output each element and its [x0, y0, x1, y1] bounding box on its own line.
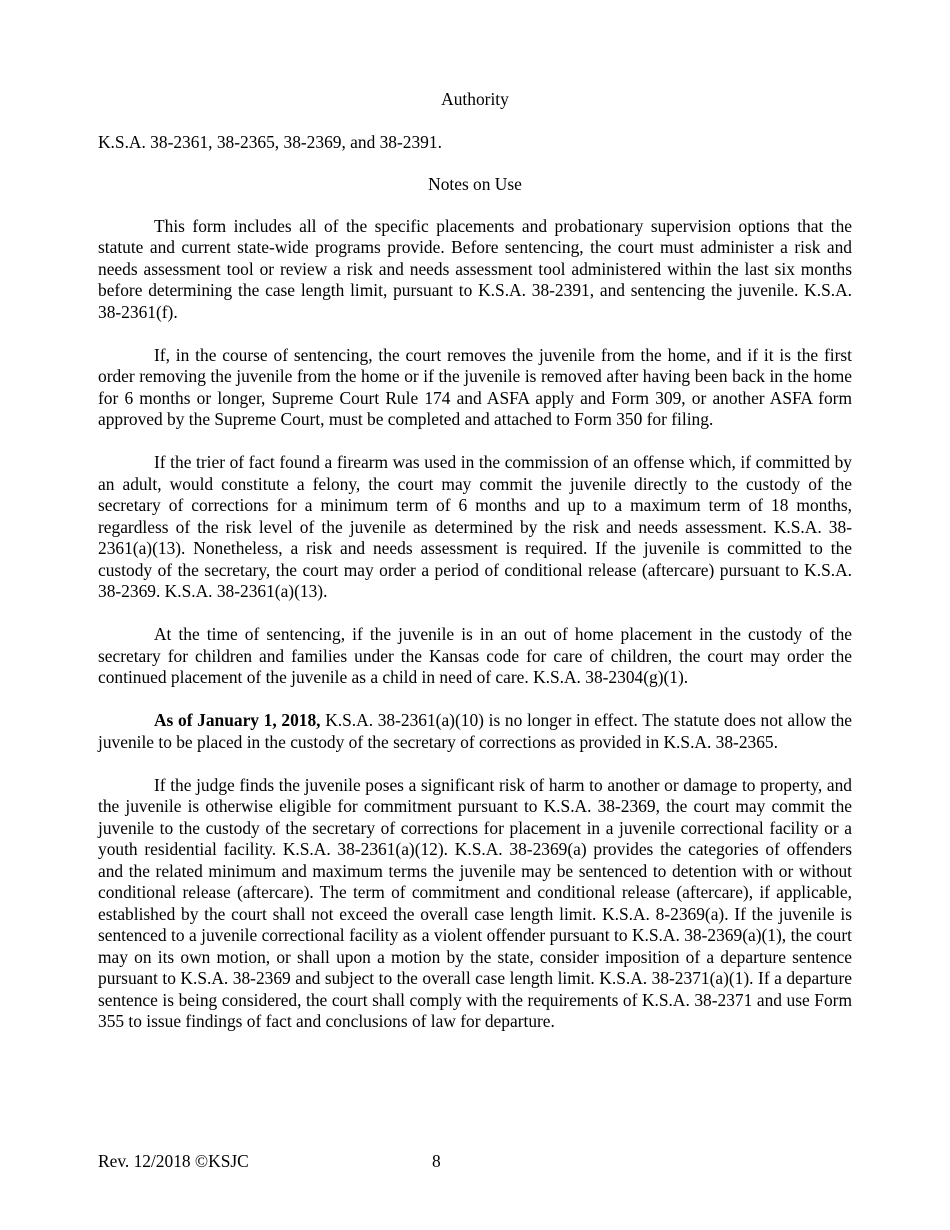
authority-citation: K.S.A. 38-2361, 38-2365, 38-2369, and 38-2391.	[98, 131, 442, 152]
notes-paragraph-commitment: If the judge finds the juvenile poses a significant risk of harm to another or damage to property, and the juvenile is otherwise eligible for commitment pursuant to K.S.A. 38-2369, the court may commit the juvenile to the custody of the secretary of corrections for placement in a juvenile correctional facility or a youth residential facility. K.S.A. 38-2361(a)(12). K.S.A. 38-2369(a) provides the categories of offenders and the related minimum and maximum terms the juvenile may be sentenced to detention with or without conditional release (aftercare). The term of commitment and conditional release (aftercare), if applicable, established by the court shall not exceed the overall case length limit. K.S.A. 8-2369(a). If the juvenile is sentenced to a juvenile correctional facility as a violent offender pursuant to K.S.A. 38-2369(a)(1), the court may on its own motion, or shall upon a motion by the state, consider imposition of a departure sentence pursuant to K.S.A. 38-2369 and subject to the overall case length limit. K.S.A. 38-2371(a)(1). If a departure sentence is being considered, the court shall comply with the requirements of K.S.A. 38-2371 and use Form 355 to issue findings of fact and conclusions of law for departure.	[98, 774, 852, 1031]
page-footer	[98, 1151, 498, 1173]
effective-date-bold-lead: As of January 1, 2018,	[154, 710, 321, 730]
notes-on-use-heading: Notes on Use	[428, 174, 522, 194]
document-body	[98, 89, 852, 1054]
notes-paragraph-out-of-home: At the time of sentencing, if the juvenile is in an out of home placement in the custody of the secretary for children and families under the Kansas code for care of children, the court may order the continued placement of the juvenile as a child in need of care. K.S.A. 38-2304(g)(1).	[98, 624, 852, 687]
notes-paragraph-effective-date	[98, 710, 852, 753]
effective-date-text: K.S.A. 38-2361(a)(10) is no longer in effect. The statute does not allow the juvenile to be placed in the custody of the secretary of corrections as provided in K.S.A. 38-2365.	[98, 710, 852, 752]
notes-paragraph-firearm: If the trier of fact found a firearm was used in the commission of an offense which, if committed by an adult, would constitute a felony, the court may commit the juvenile directly to the custody of the secretary of corrections for a minimum term of 6 months and up to a maximum term of 18 months, regardless of the risk level of the juvenile as determined by the risk and needs assessment. K.S.A. 38-2361(a)(13). Nonetheless, a risk and needs assessment is required. If the juvenile is committed to the custody of the secretary, the court may order a period of conditional release (aftercare) pursuant to K.S.A. 38-2369. K.S.A. 38-2361(a)(13).	[98, 452, 852, 601]
authority-heading: Authority	[441, 89, 509, 109]
footer-revision: Rev. 12/2018 ©KSJC	[98, 1151, 249, 1171]
notes-paragraph-assessment: This form includes all of the specific placements and probationary supervision options that the statute and current state-wide programs provide. Before sentencing, the court must administer a risk and needs assessment tool or review a risk and needs assessment tool administered within the last six months before determining the case length limit, pursuant to K.S.A. 38-2391, and sentencing the juvenile. K.S.A. 38-2361(f).	[98, 215, 852, 322]
footer-page-number: 8	[432, 1151, 441, 1171]
notes-paragraph-removal: If, in the course of sentencing, the court removes the juvenile from the home, and if it is the first order removing the juvenile from the home or if the juvenile is removed after having been back in the home for 6 months or longer, Supreme Court Rule 174 and ASFA apply and Form 309, or another ASFA form approved by the Supreme Court, must be completed and attached to Form 350 for filing.	[98, 344, 852, 429]
